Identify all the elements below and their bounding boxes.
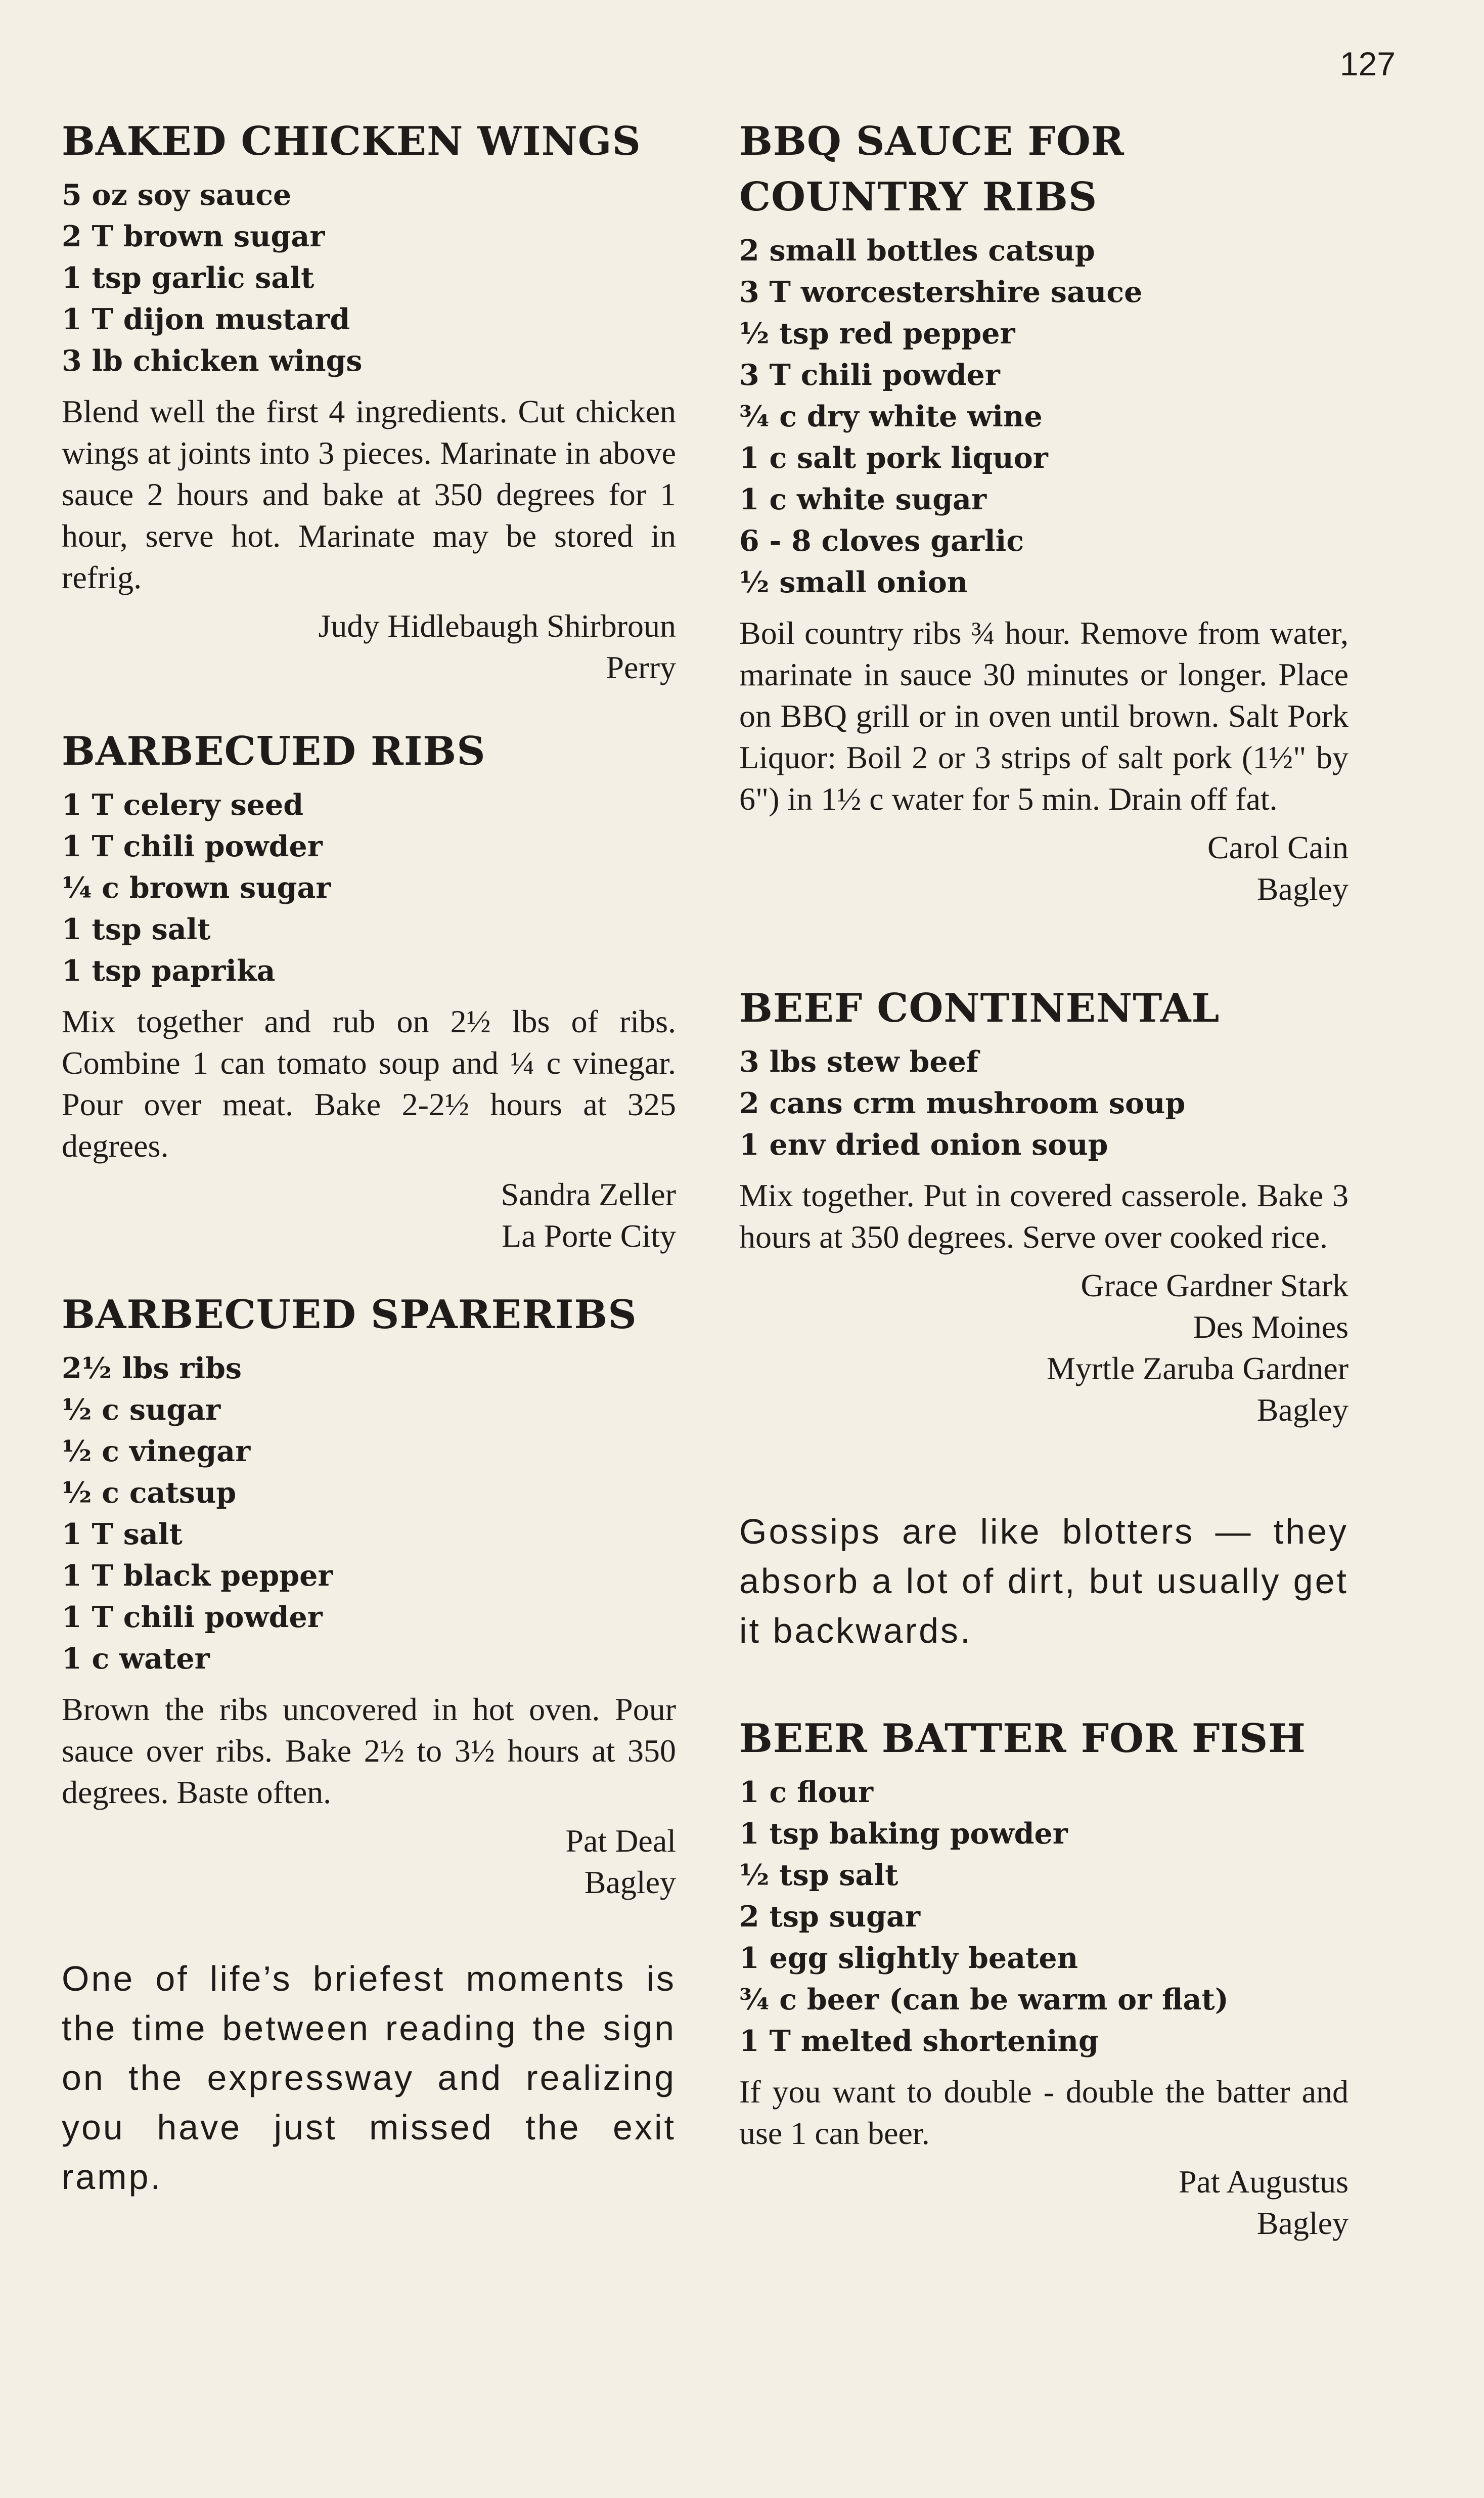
ingredient: 1 tsp salt xyxy=(62,912,211,946)
author-name: Carol Cain xyxy=(1207,829,1348,865)
author-name: Judy Hidlebaugh Shirbroun xyxy=(318,608,676,644)
ingredient: 1 T salt xyxy=(62,1517,183,1551)
ingredient-list xyxy=(62,1348,676,1680)
recipe-title: BARBECUED SPARERIBS xyxy=(62,1292,637,1338)
ingredient: ½ c catsup xyxy=(62,1476,237,1510)
ingredient: 3 lb chicken wings xyxy=(62,344,363,378)
ingredient: 1 T celery seed xyxy=(62,788,304,822)
recipe-title: BEEF CONTINENTAL xyxy=(739,985,1220,1031)
author-town: Bagley xyxy=(1256,1392,1348,1428)
page-number: 127 xyxy=(1339,45,1396,82)
ingredient: 1 T chili powder xyxy=(62,1600,323,1634)
recipe-beer-batter-for-fish xyxy=(739,1711,1348,2244)
ingredient: 1 tsp paprika xyxy=(62,954,276,988)
ingredient: 2 cans crm mushroom soup xyxy=(739,1086,1186,1120)
recipe-title: BEER BATTER FOR FISH xyxy=(739,1716,1306,1762)
author-town: Perry xyxy=(606,649,676,685)
author-town: La Porte City xyxy=(502,1218,676,1254)
ingredient: ¼ c brown sugar xyxy=(62,871,331,905)
recipe-instructions: Blend well the first 4 ingredients. Cut chicken wings at joints into 3 pieces. Marinate in above sauce 2 hours and bake at 350 degrees for 1 hour, serve hot. Marinate may be stored in refrig. xyxy=(62,393,676,595)
left-column xyxy=(62,114,676,2202)
recipe-instructions: If you want to double - double the batter and use 1 can beer. xyxy=(739,2074,1348,2151)
ingredient: 1 c white sugar xyxy=(739,483,987,516)
ingredient: 3 T chili powder xyxy=(739,358,1000,392)
recipe-credit xyxy=(739,2161,1348,2244)
author-name: Pat Deal xyxy=(565,1823,676,1859)
ingredient: ½ c sugar xyxy=(62,1393,221,1427)
ingredient: 1 egg slightly beaten xyxy=(739,1941,1078,1975)
recipe-title: BBQ SAUCE FOR COUNTRY RIBS xyxy=(739,118,1125,220)
author-name: Grace Gardner Stark xyxy=(1081,1267,1348,1303)
ingredient: ½ tsp red pepper xyxy=(739,317,1015,350)
ingredient: 6 - 8 cloves garlic xyxy=(739,524,1024,558)
ingredient: 1 T black pepper xyxy=(62,1559,333,1593)
author-name: Myrtle Zaruba Gardner xyxy=(1046,1350,1348,1386)
ingredient: 1 env dried onion soup xyxy=(739,1128,1108,1162)
author-town: Des Moines xyxy=(1193,1309,1348,1345)
ingredient: ¾ c beer (can be warm or flat) xyxy=(739,1983,1229,2017)
ingredient: ½ tsp salt xyxy=(739,1858,898,1892)
ingredient: 3 lbs stew beef xyxy=(739,1045,979,1079)
recipe-title: BARBECUED RIBS xyxy=(62,728,486,774)
recipe-credit xyxy=(739,827,1348,910)
ingredient-list xyxy=(739,1772,1348,2062)
ingredient: 2 T brown sugar xyxy=(62,220,325,253)
recipe-credit xyxy=(62,605,676,688)
recipe-credit xyxy=(62,1820,676,1903)
ingredient: 2½ lbs ribs xyxy=(62,1351,242,1385)
author-town: Bagley xyxy=(1256,2205,1348,2241)
author-name: Sandra Zeller xyxy=(501,1176,676,1212)
ingredient: 1 T melted shortening xyxy=(739,2024,1099,2058)
ingredient: 2 tsp sugar xyxy=(739,1900,920,1934)
ingredient: 1 T dijon mustard xyxy=(62,302,350,336)
recipe-barbecued-spareribs xyxy=(62,1287,676,1903)
ingredient: 1 tsp garlic salt xyxy=(62,261,314,295)
right-column xyxy=(739,114,1348,2244)
ingredient-list xyxy=(62,784,676,992)
ingredient: 2 small bottles catsup xyxy=(739,234,1095,268)
left-quote: One of life’s briefest moments is the time between reading the sign on the expressway and realizing you have just missed the exit ramp. xyxy=(62,1959,676,2197)
ingredient: ½ c vinegar xyxy=(62,1434,251,1468)
author-town: Bagley xyxy=(584,1864,676,1900)
ingredient: 5 oz soy sauce xyxy=(62,178,292,212)
ingredient: 1 tsp baking powder xyxy=(739,1817,1068,1851)
ingredient: ¾ c dry white wine xyxy=(739,400,1043,433)
recipe-credit xyxy=(739,1265,1348,1431)
recipe-beef-continental xyxy=(739,981,1348,1431)
recipe-instructions: Boil country ribs ¾ hour. Remove from water, marinate in sauce 30 minutes or longer. Place on BBQ grill or in oven until brown. Salt Pork Liquor: Boil 2 or 3 strips of salt pork (1½" by 6") in 1½ c water for 5 min. Drain off fat. xyxy=(739,615,1348,817)
ingredient-list xyxy=(62,174,676,382)
ingredient-list xyxy=(739,230,1348,603)
ingredient: 1 c water xyxy=(62,1642,210,1676)
recipe-instructions: Mix together and rub on 2½ lbs of ribs. Combine 1 can tomato soup and ¼ c vinegar. Pour over meat. Bake 2-2½ hours at 325 degrees. xyxy=(62,1003,676,1164)
ingredient: 3 T worcestershire sauce xyxy=(739,275,1143,309)
author-name: Pat Augustus xyxy=(1178,2164,1348,2200)
recipe-baked-chicken-wings xyxy=(62,114,676,688)
ingredient: ½ small onion xyxy=(739,565,968,599)
ingredient-list xyxy=(739,1041,1348,1166)
author-town: Bagley xyxy=(1256,871,1348,907)
recipe-instructions: Mix together. Put in covered casserole. Bake 3 hours at 350 degrees. Serve over cooked rice. xyxy=(739,1177,1348,1255)
recipe-instructions: Brown the ribs uncovered in hot oven. Pour sauce over ribs. Bake 2½ to 3½ hours at 350 degrees. Baste often. xyxy=(62,1691,676,1810)
recipe-title: BAKED CHICKEN WINGS xyxy=(62,118,641,164)
recipe-bbq-sauce-country-ribs xyxy=(739,114,1348,910)
ingredient: 1 c flour xyxy=(739,1775,873,1809)
right-quote: Gossips are like blotters — they absorb a lot of dirt, but usually get it backwards. xyxy=(739,1512,1348,1650)
recipe-barbecued-ribs xyxy=(62,724,676,1257)
ingredient: 1 c salt pork liquor xyxy=(739,441,1048,475)
recipe-credit xyxy=(62,1174,676,1257)
ingredient: 1 T chili powder xyxy=(62,829,323,863)
